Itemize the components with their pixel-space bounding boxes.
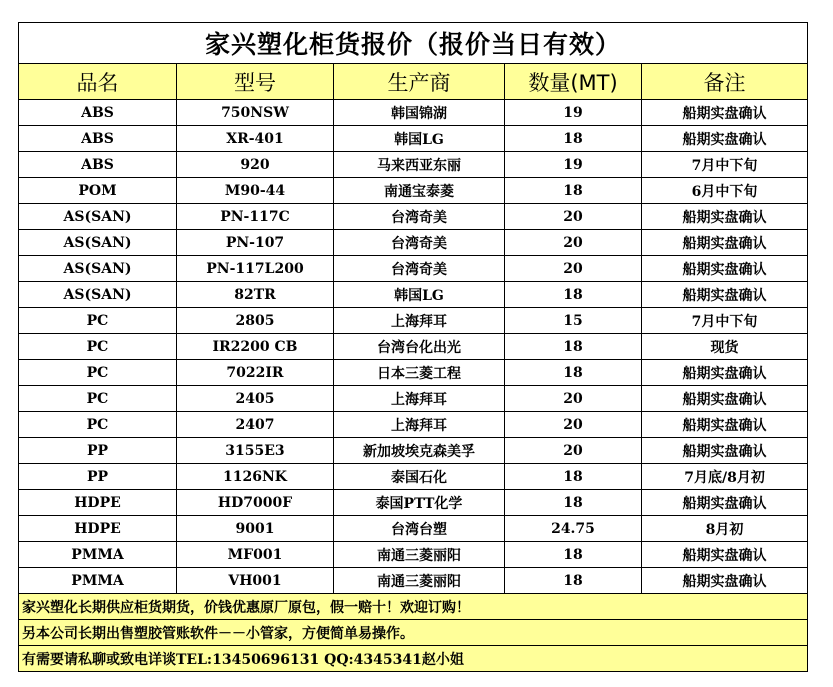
cell-model: 7022IR [177, 360, 334, 386]
cell-product: PMMA [19, 542, 177, 568]
header-row [19, 64, 808, 100]
cell-manufacturer: 韩国锦湖 [334, 100, 505, 126]
cell-model: 9001 [177, 516, 334, 542]
cell-quantity: 20 [505, 386, 642, 412]
table-row [19, 126, 808, 152]
cell-model: PN-107 [177, 230, 334, 256]
cell-quantity: 20 [505, 204, 642, 230]
cell-model: M90-44 [177, 178, 334, 204]
cell-remarks: 船期实盘确认 [642, 568, 808, 594]
cell-remarks: 7月底/8月初 [642, 464, 808, 490]
table-row [19, 568, 808, 594]
cell-manufacturer: 马来西亚东丽 [334, 152, 505, 178]
cell-model: IR2200 CB [177, 334, 334, 360]
cell-manufacturer: 韩国LG [334, 282, 505, 308]
cell-manufacturer: 新加坡埃克森美孚 [334, 438, 505, 464]
cell-quantity: 20 [505, 256, 642, 282]
cell-manufacturer: 南通三菱丽阳 [334, 568, 505, 594]
col-header-quantity: 数量(MT) [505, 64, 642, 100]
cell-remarks: 船期实盘确认 [642, 490, 808, 516]
cell-quantity: 18 [505, 568, 642, 594]
cell-product: POM [19, 178, 177, 204]
cell-remarks: 船期实盘确认 [642, 360, 808, 386]
cell-model: 920 [177, 152, 334, 178]
cell-model: HD7000F [177, 490, 334, 516]
table-row [19, 152, 808, 178]
cell-quantity: 18 [505, 464, 642, 490]
cell-remarks: 船期实盘确认 [642, 204, 808, 230]
cell-remarks: 7月中下旬 [642, 152, 808, 178]
cell-product: AS(SAN) [19, 230, 177, 256]
cell-product: HDPE [19, 490, 177, 516]
footer-row [19, 594, 808, 620]
table-row [19, 412, 808, 438]
footer-note: 有需要请私聊或致电详谈TEL:13450696131 QQ:4345341赵小姐 [19, 646, 808, 672]
table-row [19, 204, 808, 230]
table-row [19, 334, 808, 360]
cell-remarks: 8月初 [642, 516, 808, 542]
cell-remarks: 船期实盘确认 [642, 100, 808, 126]
cell-model: 2407 [177, 412, 334, 438]
cell-manufacturer: 南通三菱丽阳 [334, 542, 505, 568]
table-row [19, 516, 808, 542]
cell-product: PC [19, 360, 177, 386]
cell-model: 3155E3 [177, 438, 334, 464]
cell-quantity: 15 [505, 308, 642, 334]
cell-model: VH001 [177, 568, 334, 594]
cell-product: PC [19, 334, 177, 360]
table-row [19, 542, 808, 568]
cell-manufacturer: 南通宝泰菱 [334, 178, 505, 204]
footer-row [19, 620, 808, 646]
cell-product: AS(SAN) [19, 282, 177, 308]
table-row [19, 360, 808, 386]
cell-manufacturer: 台湾奇美 [334, 256, 505, 282]
footer-row [19, 646, 808, 672]
cell-quantity: 18 [505, 126, 642, 152]
cell-model: PN-117L200 [177, 256, 334, 282]
cell-remarks: 现货 [642, 334, 808, 360]
cell-remarks: 船期实盘确认 [642, 282, 808, 308]
table-row [19, 178, 808, 204]
cell-quantity: 18 [505, 542, 642, 568]
cell-remarks: 船期实盘确认 [642, 126, 808, 152]
cell-manufacturer: 台湾奇美 [334, 230, 505, 256]
table-row [19, 230, 808, 256]
cell-remarks: 7月中下旬 [642, 308, 808, 334]
cell-manufacturer: 泰国PTT化学 [334, 490, 505, 516]
cell-model: 1126NK [177, 464, 334, 490]
cell-product: ABS [19, 100, 177, 126]
table-row [19, 438, 808, 464]
cell-quantity: 18 [505, 334, 642, 360]
title-row [19, 23, 808, 64]
table-row [19, 386, 808, 412]
cell-quantity: 19 [505, 152, 642, 178]
cell-product: PC [19, 386, 177, 412]
cell-remarks: 船期实盘确认 [642, 542, 808, 568]
cell-manufacturer: 韩国LG [334, 126, 505, 152]
cell-model: 2405 [177, 386, 334, 412]
cell-model: MF001 [177, 542, 334, 568]
cell-product: PP [19, 464, 177, 490]
cell-model: XR-401 [177, 126, 334, 152]
footer-note: 另本公司长期出售塑胶管账软件－－小管家，方便简单易操作。 [19, 620, 808, 646]
cell-model: 2805 [177, 308, 334, 334]
cell-remarks: 船期实盘确认 [642, 230, 808, 256]
table-row [19, 100, 808, 126]
cell-model: 750NSW [177, 100, 334, 126]
col-header-remarks: 备注 [642, 64, 808, 100]
cell-model: 82TR [177, 282, 334, 308]
cell-quantity: 24.75 [505, 516, 642, 542]
cell-quantity: 18 [505, 282, 642, 308]
col-header-model: 型号 [177, 64, 334, 100]
cell-quantity: 18 [505, 360, 642, 386]
cell-product: ABS [19, 126, 177, 152]
cell-manufacturer: 台湾奇美 [334, 204, 505, 230]
cell-quantity: 20 [505, 412, 642, 438]
cell-remarks: 船期实盘确认 [642, 256, 808, 282]
cell-manufacturer: 上海拜耳 [334, 412, 505, 438]
table-row [19, 256, 808, 282]
cell-manufacturer: 泰国石化 [334, 464, 505, 490]
cell-quantity: 19 [505, 100, 642, 126]
cell-remarks: 船期实盘确认 [642, 438, 808, 464]
cell-product: AS(SAN) [19, 256, 177, 282]
cell-product: ABS [19, 152, 177, 178]
cell-model: PN-117C [177, 204, 334, 230]
cell-manufacturer: 台湾台化出光 [334, 334, 505, 360]
cell-quantity: 20 [505, 438, 642, 464]
cell-remarks: 船期实盘确认 [642, 412, 808, 438]
cell-manufacturer: 上海拜耳 [334, 308, 505, 334]
sheet-title: 家兴塑化柜货报价（报价当日有效） [19, 23, 808, 64]
price-table [18, 22, 808, 672]
cell-quantity: 18 [505, 490, 642, 516]
footer-note: 家兴塑化长期供应柜货期货，价钱优惠原厂原包，假一赔十！欢迎订购！ [19, 594, 808, 620]
cell-product: AS(SAN) [19, 204, 177, 230]
cell-product: PC [19, 412, 177, 438]
cell-product: PC [19, 308, 177, 334]
cell-remarks: 6月中下旬 [642, 178, 808, 204]
cell-quantity: 20 [505, 230, 642, 256]
cell-manufacturer: 台湾台塑 [334, 516, 505, 542]
cell-product: PMMA [19, 568, 177, 594]
col-header-product: 品名 [19, 64, 177, 100]
table-row [19, 308, 808, 334]
cell-product: PP [19, 438, 177, 464]
cell-product: HDPE [19, 516, 177, 542]
cell-remarks: 船期实盘确认 [642, 386, 808, 412]
table-row [19, 464, 808, 490]
table-row [19, 282, 808, 308]
cell-quantity: 18 [505, 178, 642, 204]
col-header-manufacturer: 生产商 [334, 64, 505, 100]
table-row [19, 490, 808, 516]
cell-manufacturer: 上海拜耳 [334, 386, 505, 412]
cell-manufacturer: 日本三菱工程 [334, 360, 505, 386]
